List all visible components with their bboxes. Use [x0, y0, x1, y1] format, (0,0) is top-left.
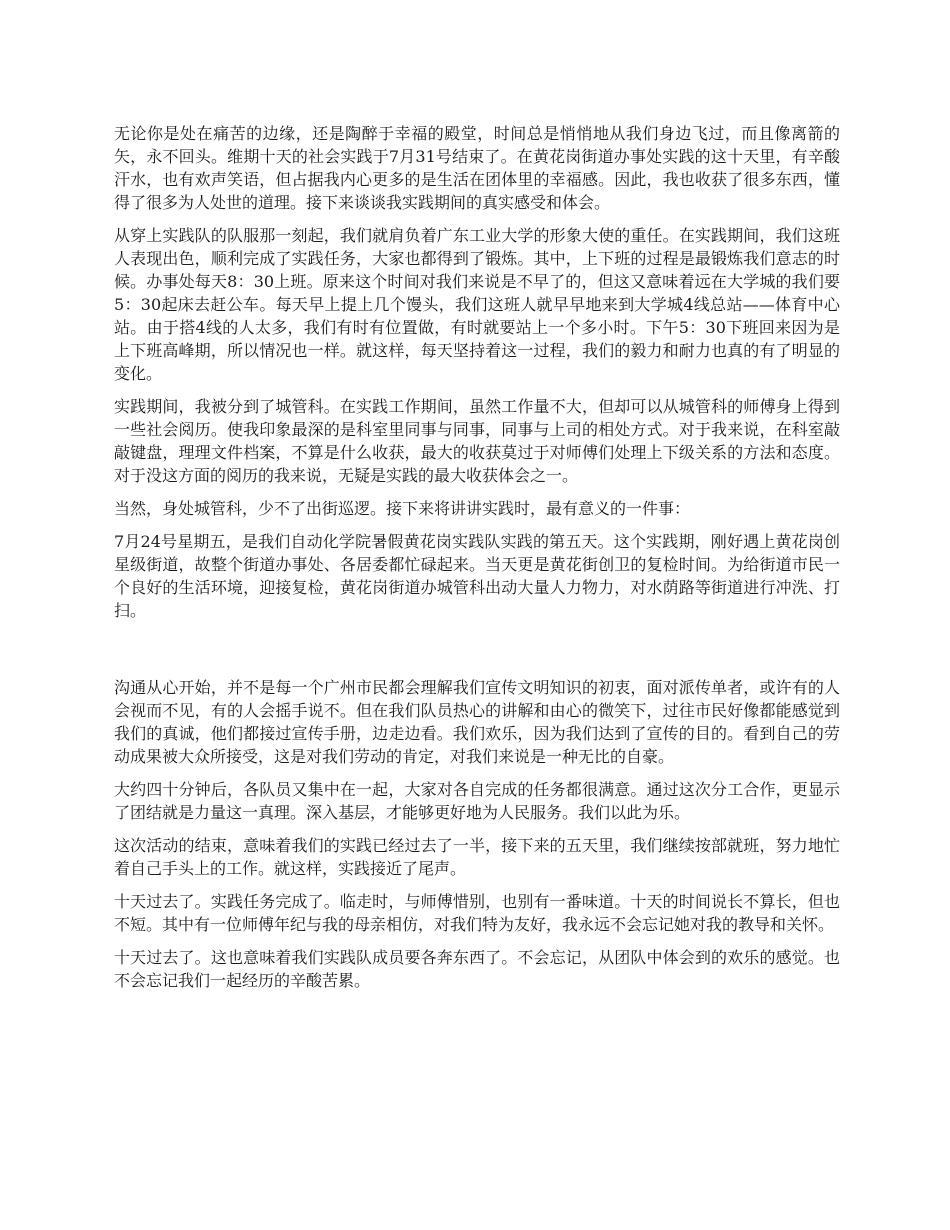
paragraph-3: 实践期间，我被分到了城管科。在实践工作期间，虽然工作量不大，但却可以从城管科的师傅身上得到一些社会阅历。使我印象最深的是科室里同事与同事，同事与上司的相处方式。对于我来说，在科室敲敲键盘，理理文件档案，不算是什么收获，最大的收获莫过于对师傅们处理上下级关系的方法和态度。对于没这方面的阅历的我来说，无疑是实践的最大收获体会之一。: [114, 397, 840, 485]
section-gap: [114, 632, 840, 676]
paragraph-2: 从穿上实践队的队服那一刻起，我们就肩负着广东工业大学的形象大使的重任。在实践期间，我们这班人表现出色，顺利完成了实践任务，大家也都得到了锻炼。其中，上下班的过程是最锻炼我们意志的时候。办事处每天8：30上班。原来这个时间对我们来说是不早了的，但这又意味着远在大学城的我们要5：30起床去赶公车。每天早上提上几个馒头，我们这班人就早早地来到大学城4线总站——体育中心站。由于搭4线的人太多，我们有时有位置做，有时就要站上一个多小时。下午5：30下班回来因为是上下班高峰期，所以情况也一样。就这样，每天坚持着这一过程，我们的毅力和耐力也真的有了明显的变化。: [114, 226, 840, 383]
paragraph-9: 十天过去了。实践任务完成了。临走时，与师傅惜别，也别有一番味道。十天的时间说长不算长，但也不短。其中有一位师傅年纪与我的母亲相仿，对我们特为友好，我永远不会忘记她对我的教导和关怀。: [114, 892, 840, 934]
paragraph-5: 7月24号星期五，是我们自动化学院暑假黄花岗实践队实践的第五天。这个实践期，刚好遇上黄花岗创星级街道，故整个街道办事处、各居委都忙碌起来。当天更是黄花街创卫的复检时间。为给街道市民一个良好的生活环境，迎接复检，黄花岗街道办城管科出动大量人力物力，对水荫路等街道进行冲洗、打扫。: [114, 532, 840, 620]
paragraph-4: 当然，身处城管科，少不了出街巡逻。接下来将讲讲实践时，最有意义的一件事：: [114, 499, 691, 518]
paragraph-8: 这次活动的结束，意味着我们的实践已经过去了一半，接下来的五天里，我们继续按部就班，努力地忙着自己手头上的工作。就这样，实践接近了尾声。: [114, 836, 840, 878]
paragraph-10: 十天过去了。这也意味着我们实践队成员要各奔东西了。不会忘记，从团队中体会到的欢乐的感觉。也不会忘记我们一起经历的辛酸苦累。: [114, 948, 840, 990]
document-body: [114, 122, 840, 1002]
paragraph-6: 沟通从心开始，并不是每一个广州市民都会理解我们宣传文明知识的初衷，面对派传单者，或许有的人会视而不见，有的人会摇手说不。但在我们队员热心的讲解和由心的微笑下，过往市民好像都能感觉到我们的真诚，他们都接过宣传手册，边走边看。我们欢乐，因为我们达到了宣传的目的。看到自己的劳动成果被大众所接受，这是对我们劳动的肯定，对我们来说是一种无比的自豪。: [114, 678, 840, 766]
paragraph-1: 无论你是处在痛苦的边缘，还是陶醉于幸福的殿堂，时间总是悄悄地从我们身边飞过，而且像离箭的矢，永不回头。维期十天的社会实践于7月31号结束了。在黄花岗街道办事处实践的这十天里，有辛酸汗水，也有欢声笑语，但占据我内心更多的是生活在团体里的幸福感。因此，我也收获了很多东西，懂得了很多为人处世的道理。接下来谈谈我实践期间的真实感受和体会。: [114, 124, 840, 212]
paragraph-7: 大约四十分钟后，各队员又集中在一起，大家对各自完成的任务都很满意。通过这次分工合作，更显示了团结就是力量这一真理。深入基层，才能够更好地为人民服务。我们以此为乐。: [114, 780, 840, 822]
